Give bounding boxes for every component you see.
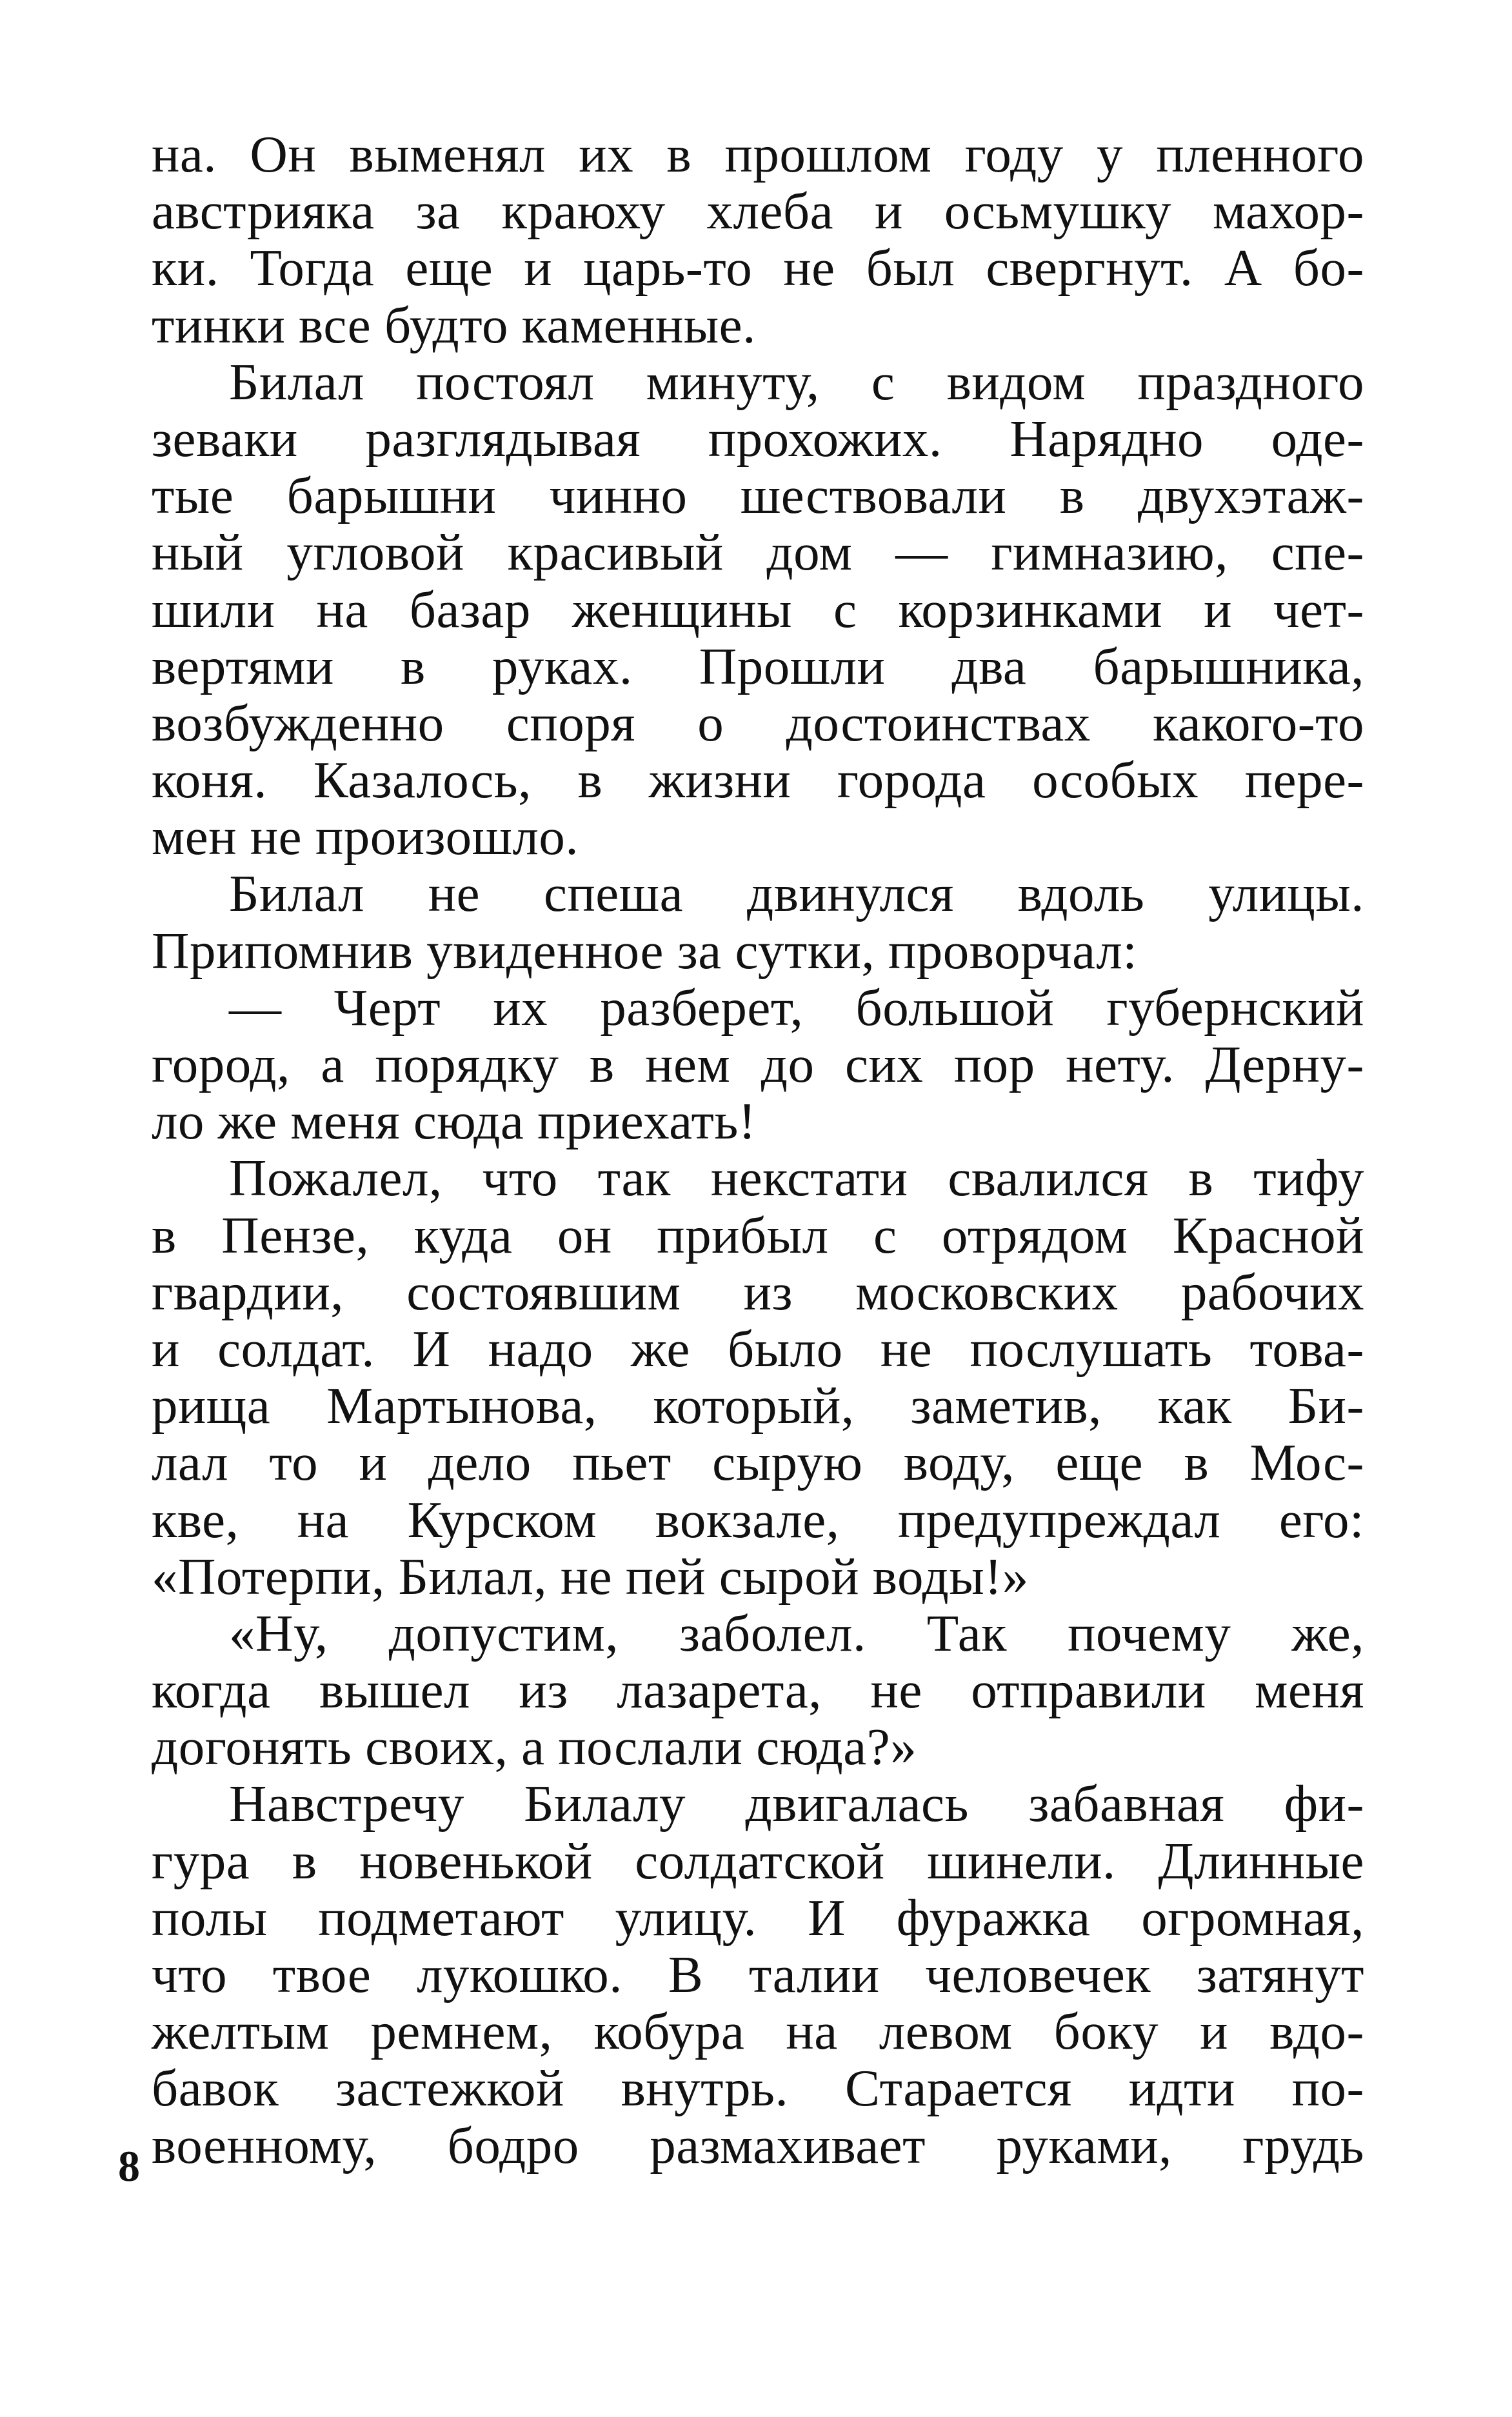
text-line: «Потерпи, Билал, не пей сырой воды!» xyxy=(152,1547,1029,1606)
text-line: вертями в руках. Прошли два барышника, xyxy=(152,637,1364,695)
text-line: когда вышел из лазарета, не отправили меня xyxy=(152,1661,1364,1720)
text-line: город, а порядку в нем до сих пор нету. Дерну- xyxy=(152,1035,1364,1093)
text-line: полы подметают улицу. И фуражка огромная, xyxy=(152,1888,1364,1947)
text-line: тые барышни чинно шествовали в двухэтаж- xyxy=(152,466,1364,525)
text-line: желтым ремнем, кобура на левом боку и вдо- xyxy=(152,2002,1364,2061)
text-line: кве, на Курском вокзале, предупреждал его: xyxy=(152,1490,1364,1549)
text-line: ло же меня сюда приехать! xyxy=(152,1092,757,1151)
text-line: Навстречу Билалу двигалась забавная фи- xyxy=(229,1775,1364,1833)
text-line: военному, бодро размахивает руками, грудь xyxy=(152,2116,1364,2174)
text-line: — Черт их разберет, большой губернский xyxy=(229,978,1364,1037)
text-line: на. Он выменял их в прошлом году у пленного xyxy=(152,125,1364,183)
text-line: ки. Тогда еще и царь-то не был свергнут. А бо- xyxy=(152,239,1364,297)
text-line: шили на базар женщины с корзинками и чет- xyxy=(152,580,1364,639)
text-line: рища Мартынова, который, заметив, как Би- xyxy=(152,1377,1364,1435)
text-line: коня. Казалось, в жизни города особых пере- xyxy=(152,751,1364,810)
body-text xyxy=(152,126,1364,2174)
text-line: гура в новенькой солдатской шинели. Длинные xyxy=(152,1831,1364,1890)
text-line: бавок застежкой внутрь. Старается идти по- xyxy=(152,2059,1364,2118)
text-line: в Пензе, куда он прибыл с отрядом Красной xyxy=(152,1206,1364,1264)
text-line: Билал постоял минуту, с видом праздного xyxy=(229,352,1364,411)
text-line: австрияка за краюху хлеба и осьмушку махор- xyxy=(152,182,1364,241)
text-line: возбужденно споря о достоинствах какого-то xyxy=(152,693,1364,752)
text-line: зеваки разглядывая прохожих. Нарядно оде- xyxy=(152,409,1364,468)
text-line: Билал не спеша двинулся вдоль улицы. xyxy=(229,864,1364,923)
text-line: мен не произошло. xyxy=(152,808,579,866)
text-line: гвардии, состоявшим из московских рабочих xyxy=(152,1262,1364,1321)
text-line: Пожалел, что так некстати свалился в тифу xyxy=(229,1149,1364,1208)
text-line: тинки все будто каменные. xyxy=(152,295,756,354)
text-line: ный угловой красивый дом — гимназию, спе- xyxy=(152,523,1364,582)
page-number: 8 xyxy=(118,2142,140,2191)
text-line: Припомнив увиденное за сутки, проворчал: xyxy=(152,921,1138,980)
text-line: «Ну, допустим, заболел. Так почему же, xyxy=(229,1604,1364,1662)
text-line: догонять своих, а послали сюда?» xyxy=(152,1718,917,1776)
text-line: и солдат. И надо же было не послушать това- xyxy=(152,1319,1364,1378)
text-line: лал то и дело пьет сырую воду, еще в Мос- xyxy=(152,1433,1364,1492)
text-line: что твое лукошко. В талии человечек затянут xyxy=(152,1945,1364,2004)
